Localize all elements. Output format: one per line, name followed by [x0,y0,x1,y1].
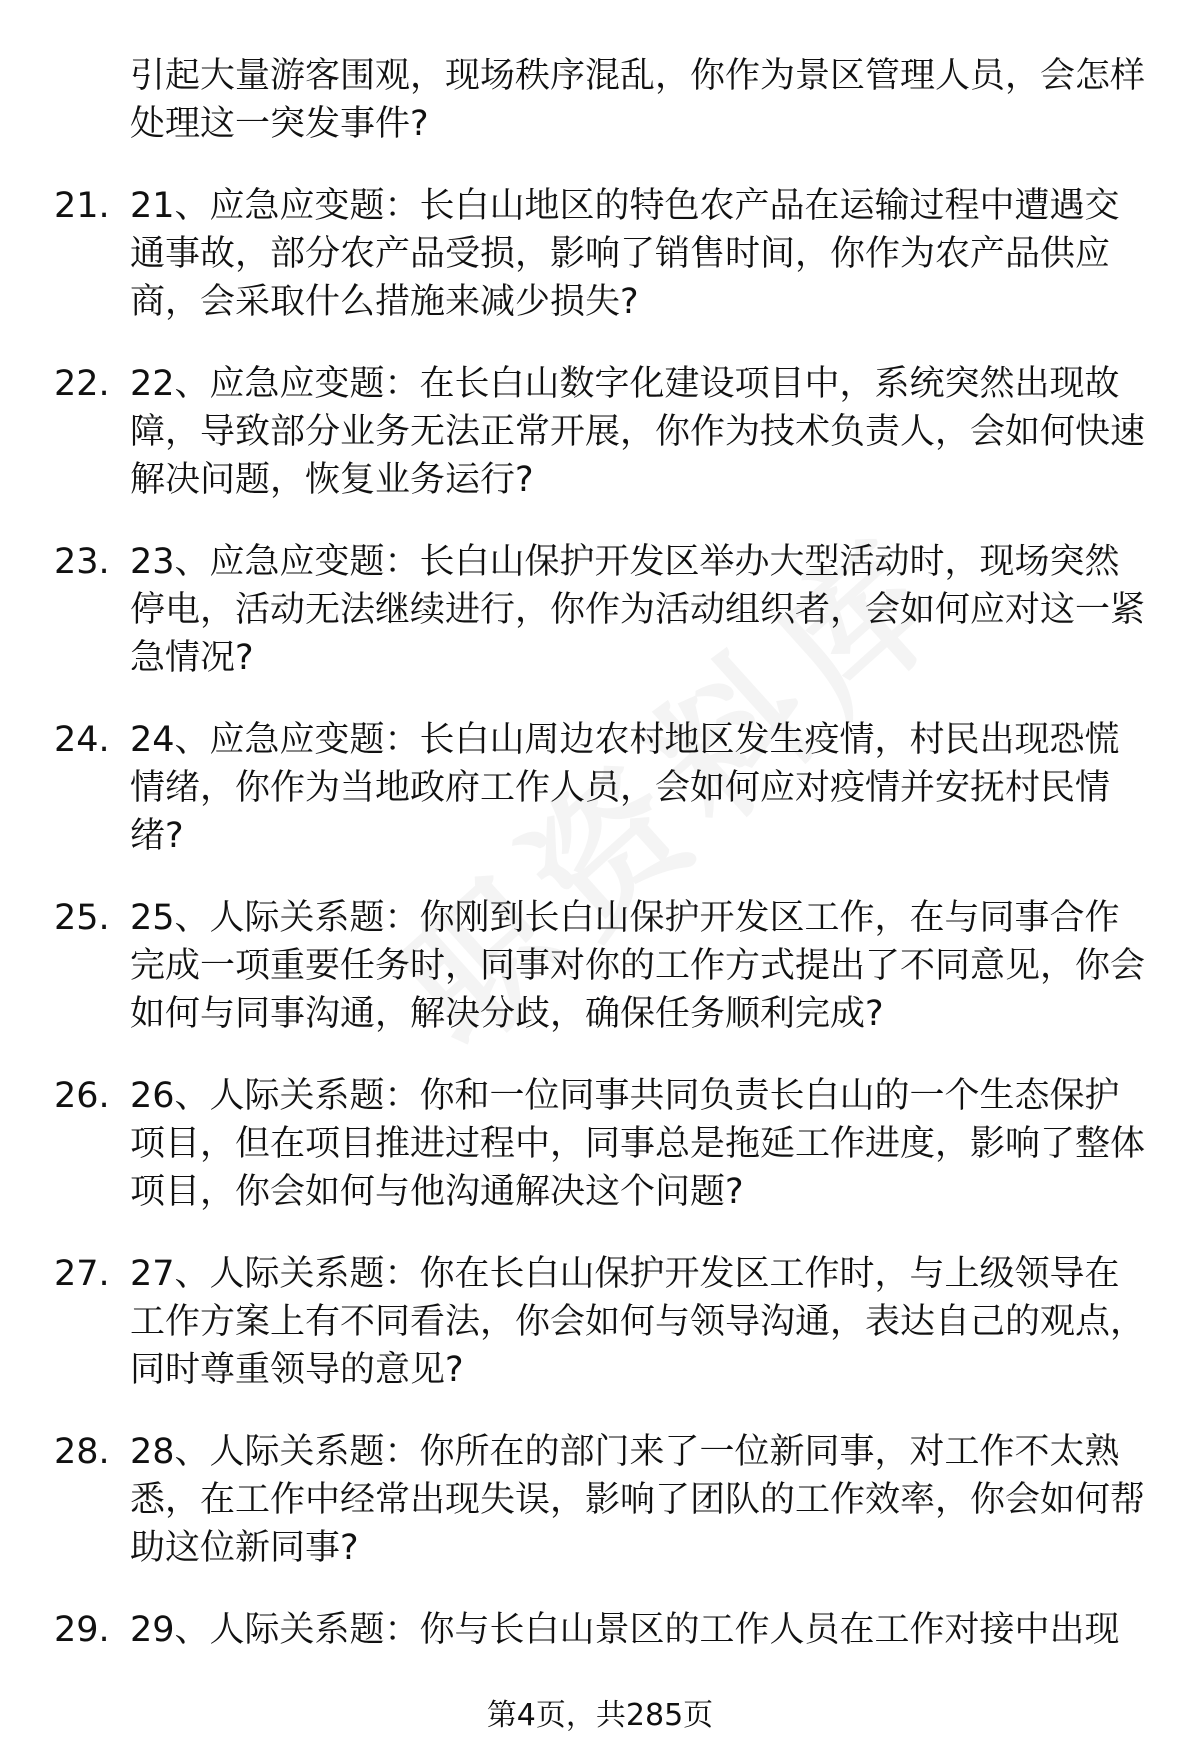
page-footer: 第4页，共285页 [486,1698,714,1733]
question-number: 24. [54,720,110,760]
question-item-22 [54,360,1149,504]
question-text: 25、人际关系题：你刚到长白山保护开发区工作，在与同事合作完成一项重要任务时，同事对你的工作方式提出了不同意见，你会如何与同事沟通，解决分歧，确保任务顺利完成? [130,898,1146,1034]
continued-question-text: 引起大量游客围观，现场秩序混乱，你作为景区管理人员，会怎样处理这一突发事件? [130,56,1146,144]
question-list [54,52,1149,1688]
question-item-21 [54,182,1149,326]
question-text: 21、应急应变题：长白山地区的特色农产品在运输过程中遭遇交通事故，部分农产品受损，影响了销售时间，你作为农产品供应商，会采取什么措施来减少损失? [130,186,1120,322]
question-item-26 [54,1072,1149,1216]
question-text: 29、人际关系题：你与长白山景区的工作人员在工作对接中出现 [130,1610,1120,1650]
question-number: 26. [54,1076,110,1116]
question-text: 26、人际关系题：你和一位同事共同负责长白山的一个生态保护项目，但在项目推进过程中，同事总是拖延工作进度，影响了整体项目，你会如何与他沟通解决这个问题? [130,1076,1146,1212]
question-text: 22、应急应变题：在长白山数字化建设项目中，系统突然出现故障，导致部分业务无法正常开展，你作为技术负责人，会如何快速解决问题，恢复业务运行? [130,364,1146,500]
question-text: 23、应急应变题：长白山保护开发区举办大型活动时，现场突然停电，活动无法继续进行，你作为活动组织者，会如何应对这一紧急情况? [130,542,1146,678]
question-item-27 [54,1250,1149,1394]
question-number: 22. [54,364,110,404]
question-item-25 [54,894,1149,1038]
question-number: 25. [54,898,110,938]
question-number: 23. [54,542,110,582]
question-item-23 [54,538,1149,682]
question-item-29 [54,1606,1149,1654]
question-text: 27、人际关系题：你在长白山保护开发区工作时，与上级领导在工作方案上有不同看法，你会如何与领导沟通，表达自己的观点，同时尊重领导的意见? [130,1254,1146,1390]
question-number: 28. [54,1432,110,1472]
question-number: 27. [54,1254,110,1294]
question-text: 24、应急应变题：长白山周边农村地区发生疫情，村民出现恐慌情绪，你作为当地政府工作人员，会如何应对疫情并安抚村民情绪? [130,720,1120,856]
question-item-24 [54,716,1149,860]
question-text: 28、人际关系题：你所在的部门来了一位新同事，对工作不太熟悉，在工作中经常出现失误，影响了团队的工作效率，你会如何帮助这位新同事? [130,1432,1146,1568]
question-item-28 [54,1428,1149,1572]
question-number: 29. [54,1610,110,1650]
question-number: 21. [54,186,110,226]
